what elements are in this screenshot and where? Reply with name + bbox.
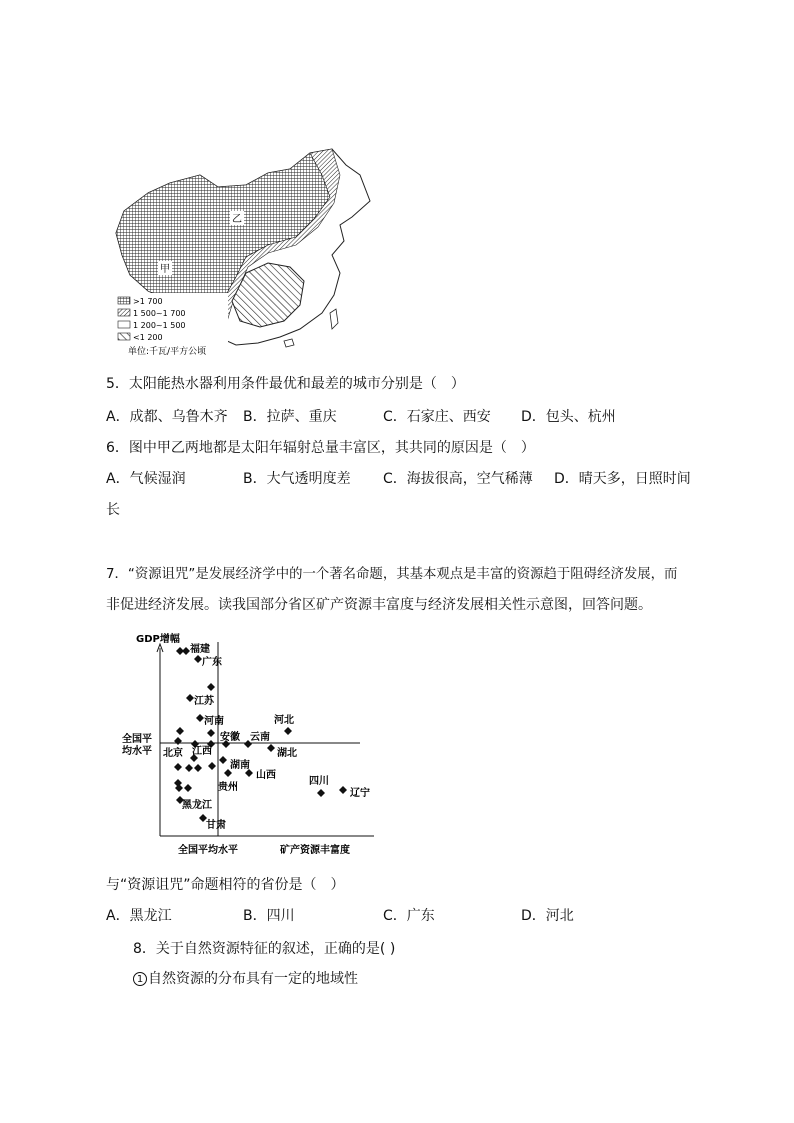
resource-curse-scatter-chart	[108, 628, 388, 858]
svg-text:<1 200: <1 200	[133, 333, 163, 342]
svg-text:1 500~1 700: 1 500~1 700	[133, 309, 186, 318]
point-label: 黑龙江	[182, 800, 212, 811]
q5-option-c[interactable]: C．石家庄、西安	[383, 409, 491, 425]
point-label: 福建	[190, 644, 210, 655]
q7-option-c[interactable]: C．广东	[383, 908, 435, 924]
q5-option-b[interactable]: B．拉萨、重庆	[243, 409, 337, 425]
point-label: 广东	[202, 657, 222, 668]
svg-text:>1 700: >1 700	[133, 297, 163, 306]
point-label: 河北	[274, 715, 294, 726]
map-label-yi: 乙	[232, 214, 242, 225]
q7-option-d[interactable]: D．河北	[521, 908, 574, 924]
solar-radiation-map	[108, 145, 383, 365]
data-point	[267, 744, 275, 752]
data-point	[196, 714, 204, 722]
map-label-jia: 甲	[160, 264, 170, 275]
question-5-stem: 5．太阳能热水器利用条件最优和最差的城市分别是（ ）	[106, 376, 465, 392]
data-point	[284, 727, 292, 735]
x-reference-label: 全国平均水平	[178, 845, 238, 856]
point-label: 云南	[250, 732, 270, 743]
y-axis-label: GDP增幅	[136, 634, 180, 645]
question-7-stem-line1: 7．“资源诅咒”是发展经济学中的一个著名命题，其基本观点是丰富的资源趋于阻碍经济发展，而	[106, 567, 678, 582]
data-point	[176, 727, 184, 735]
point-label: 甘肃	[206, 820, 226, 831]
point-label: 辽宁	[350, 788, 370, 799]
point-label: 四川	[309, 776, 329, 787]
data-point	[185, 764, 193, 772]
data-point	[339, 786, 347, 794]
data-point	[194, 655, 202, 663]
point-label: 江西	[192, 746, 212, 757]
circled-number-marker: 1	[133, 972, 147, 986]
q8-item-1	[133, 970, 358, 988]
data-point	[184, 784, 192, 792]
data-point	[175, 784, 183, 792]
q6-option-d-continuation: 长	[106, 502, 120, 518]
svg-text:1 200~1 500: 1 200~1 500	[133, 321, 186, 330]
y-reference-label-line2: 均水平	[122, 746, 152, 757]
map-unit: 单位:千瓦/平方公顷	[128, 347, 207, 357]
data-point	[174, 763, 182, 771]
q5-option-a[interactable]: A．成都、乌鲁木齐	[106, 409, 228, 425]
point-label: 江苏	[194, 696, 214, 707]
data-point	[194, 764, 202, 772]
data-point	[174, 737, 182, 745]
q6-option-d[interactable]: D．晴天多，日照时间	[554, 471, 691, 487]
point-label: 北京	[163, 748, 183, 759]
q5-option-d[interactable]: D．包头、杭州	[521, 409, 616, 425]
data-point	[207, 729, 215, 737]
data-point	[219, 756, 227, 764]
point-label: 山西	[256, 770, 276, 781]
q8-item-1-text: 自然资源的分布具有一定的地域性	[148, 971, 358, 987]
q6-option-c[interactable]: C．海拔很高，空气稀薄	[383, 471, 533, 487]
q7-option-b[interactable]: B．四川	[243, 908, 295, 924]
q6-option-a[interactable]: A．气候湿润	[106, 471, 186, 487]
question-7-stem-line2: 非促进经济发展。读我国部分省区矿产资源丰富度与经济发展相关性示意图，回答问题。	[106, 597, 652, 613]
y-reference-label-line1: 全国平	[122, 734, 152, 745]
q6-option-b[interactable]: B．大气透明度差	[243, 471, 351, 487]
question-8-stem: 8．关于自然资源特征的叙述，正确的是( )	[133, 941, 396, 957]
point-label: 贵州	[218, 782, 238, 793]
x-axis-label: 矿产资源丰富度	[280, 845, 350, 856]
data-point	[182, 647, 190, 655]
map-legend	[108, 293, 228, 357]
q7-option-a[interactable]: A．黑龙江	[106, 908, 172, 924]
data-point	[208, 762, 216, 770]
point-label: 湖北	[277, 748, 297, 759]
point-label: 安徽	[220, 732, 240, 743]
data-point	[207, 683, 215, 691]
point-label: 河南	[204, 716, 224, 727]
question-7-prompt: 与“资源诅咒”命题相符的省份是（ ）	[106, 877, 345, 893]
data-point	[186, 694, 194, 702]
question-6-stem: 6．图中甲乙两地都是太阳年辐射总量丰富区，其共同的原因是（ ）	[106, 440, 535, 456]
data-point	[317, 789, 325, 797]
point-label: 湖南	[230, 760, 250, 771]
